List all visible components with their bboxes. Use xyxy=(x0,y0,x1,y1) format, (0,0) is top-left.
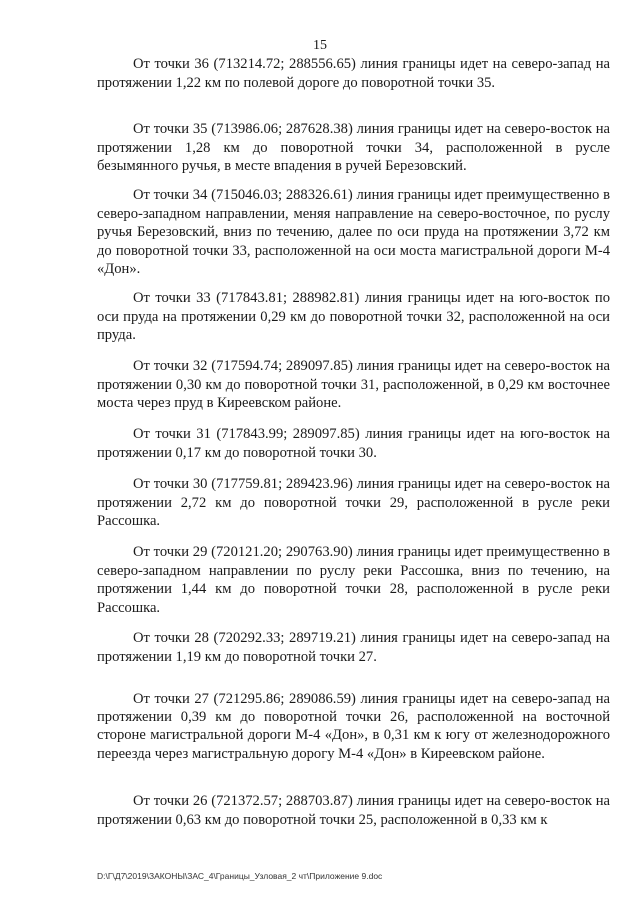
paragraph-point-31: От точки 31 (717843.99; 289097.85) линия границы идет на юго-восток на протяжении 0,17 км до поворотной точки 30. xyxy=(97,426,610,461)
paragraph-point-27: От точки 27 (721295.86; 289086.59) линия границы идет на северо-запад на протяжении 0,39 км до поворотной точки 26, расположенной на восточной стороне магистральной дороги М-4 «Дон», в 0,31 км к югу от железнодорожного переезда через магистральную дорогу М-4 «Дон» в Киреевском районе. xyxy=(97,691,610,762)
paragraph-point-33: От точки 33 (717843.81; 288982.81) линия границы идет на юго-восток по оси пруда на протяжении 0,29 км до поворотной точки 32, расположенной на оси пруда. xyxy=(97,290,610,343)
file-path-footer: D:\Г\Д7\2019\ЗАКОНЫ\ЗАС_4\Границы_Узловая_2 чт\Приложение 9.doc xyxy=(97,871,383,881)
page-number: 15 xyxy=(313,38,327,53)
paragraph-point-26: От точки 26 (721372.57; 288703.87) линия границы идет на северо-восток на протяжении 0,63 км до поворотной точки 25, расположенной в 0,33 км к xyxy=(97,793,610,828)
paragraph-point-30: От точки 30 (717759.81; 289423.96) линия границы идет на северо-восток на протяжении 2,72 км до поворотной точки 29, расположенной в русле реки Рассошка. xyxy=(97,476,610,529)
paragraph-point-28: От точки 28 (720292.33; 289719.21) линия границы идет на северо-запад на протяжении 1,19 км до поворотной точки 27. xyxy=(97,630,610,665)
paragraph-point-32: От точки 32 (717594.74; 289097.85) линия границы идет на северо-восток на протяжении 0,30 км до поворотной точки 31, расположенной, в 0,29 км восточнее моста через пруд в Киреевском районе. xyxy=(97,358,610,411)
paragraph-point-35: От точки 35 (713986.06; 287628.38) линия границы идет на северо-восток на протяжении 1,28 км до поворотной точки 34, расположенной в русле безымянного ручья, в месте впадения в ручей Березовский. xyxy=(97,121,610,174)
paragraph-point-34: От точки 34 (715046.03; 288326.61) линия границы идет преимущественно в северо-западном направлении, меняя направление на северо-восточное, по руслу ручья Березовский, вниз по течению, далее по оси пруда на протяжении 3,72 км до поворотной точки 33, расположенной на оси моста магистральной дороги М-4 «Дон». xyxy=(97,187,610,277)
paragraph-point-29: От точки 29 (720121.20; 290763.90) линия границы идет преимущественно в северо-западном направлении по руслу реки Рассошка, вниз по течению, на протяжении 1,44 км до поворотной точки 28, расположенной в русле реки Рассошка. xyxy=(97,544,610,616)
paragraph-point-36: От точки 36 (713214.72; 288556.65) линия границы идет на северо-запад на протяжении 1,22 км по полевой дороге до поворотной точки 35. xyxy=(97,56,610,91)
